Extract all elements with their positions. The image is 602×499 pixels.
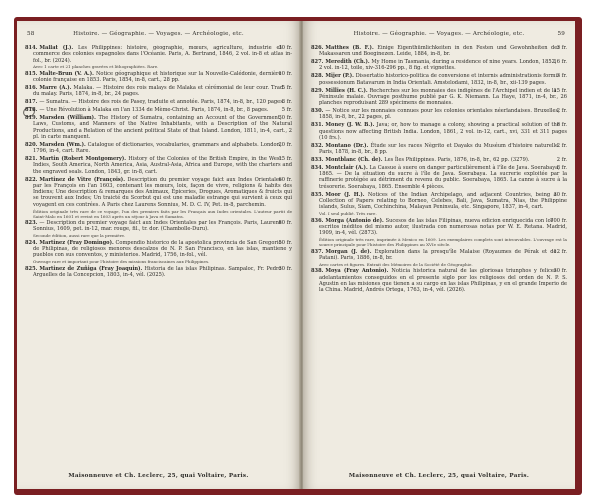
entry-list <box>25 45 292 455</box>
entry-text: Dissertatio historico-politica de conversione et internis administrationis formis possessionum Batavarum in India Orientali. Amstelodami, 1832, in-8, br., xii-139 pages. <box>319 73 560 86</box>
entry-text: Exploration dans la presqu'île Malaise (Royaumes de Pérak et de Patani). Paris, 1886, in-8, br. <box>319 248 557 261</box>
entry-author: Montano (Dr.). <box>325 142 369 149</box>
entry-price: 80 fr. <box>278 220 292 227</box>
entry-note: Édition originale très rare, imprimée à Mexico en 1609. Les exemplaires complets sont introuvables. L'ouvrage est la source principale pour l'histoire des Philippines au XVIe siècle. <box>319 236 567 247</box>
entry-number: 838. <box>311 268 324 275</box>
running-head-left <box>27 31 290 41</box>
catalogue-entry <box>25 142 292 155</box>
entry-note: Avec 1 carte et 21 planches gravées et lithographiées. Rare. <box>33 64 159 70</box>
entry-number: 829. <box>311 87 324 94</box>
catalogue-entry <box>311 59 567 72</box>
entry-text: Les Philippines: histoire, géographie, mœurs, agriculture, industrie et commerce des colonies espagnoles dans l'Océanie. Paris, A. Bertrand, 1846, 2 vol. in-8 et atlas in-fol., br. (2024). <box>33 45 292 64</box>
entry-text: Recherches sur les monnaies des indigènes de l'Archipel indien et de la Péninsule malaie. Ouvrage posthume publié par G. K. Niemann. La Haye, 1871, in-4, br., 26 planches reproduisant 289 spécimens de monnaies. <box>319 87 567 107</box>
running-head-right <box>313 31 565 41</box>
entry-author: Moya (Fray Antonio). <box>325 268 389 275</box>
entry-text: The History of Sumatra, containing an Account of the Government, Laws, Customs, and Manners of the Native Inhabitants, with a Description of the Natural Productions, and a Relation of the ancient political State of that Island. London, 1811, in-4, cart., 2 pl. in carte manquent. <box>33 115 292 141</box>
entry-author: Millies (H. C.). <box>325 87 368 94</box>
entry-number: 822. <box>25 176 38 183</box>
entry-number: 830. <box>311 108 324 115</box>
catalogue-entry <box>311 218 567 247</box>
catalogue-entry <box>25 240 292 264</box>
entry-number: 816. <box>25 85 38 92</box>
catalogue-entry <box>311 157 567 163</box>
entry-price: 60 fr. <box>278 176 292 183</box>
entry-author: Montclair (A.). <box>325 164 368 171</box>
book-spread <box>14 17 582 495</box>
entry-text: Einige Eigenthümlichkeiten in den Festen und Gewohnheiten der Makassaren und Boeginezen. Leide, 1884, in-8, br. <box>319 45 560 58</box>
entry-number: 827. <box>311 59 324 66</box>
entry-number: 818. <box>25 107 38 114</box>
entry-number: 828. <box>311 73 324 80</box>
entry-number: 836. <box>311 217 324 224</box>
catalogue-entry <box>25 99 292 105</box>
entry-author: Marsden (William). <box>39 115 96 122</box>
entry-author: Marsden (Wm.). <box>39 141 86 148</box>
entry-text: Compendio historico de la apostolica provincia de San Gregorio de Philipinas, de religiosos menores descalzos de N. P. San Francisco, en las islas, mantiene y pueblos con sus conventos, y ministerios. Madrid, 1756, in-fol., vél. <box>33 239 292 259</box>
left-page <box>17 21 300 489</box>
entry-text: Historia de las islas Philipinas. Sampaloc, Fr. Pedro Arguelles de la Concepcion, 1803, in-4, vél. (2025). <box>33 265 282 279</box>
entry-note: Vol. I seul publié. Très rare. <box>319 210 377 216</box>
entry-note: Avec cartes et figures. Extrait des Mémoires de la Société de Géographie. <box>319 261 473 267</box>
entry-number: 831. <box>311 122 324 129</box>
entry-price: 8 fr. <box>556 122 567 129</box>
entry-text: Java; or, how to manage a colony, showing a practical solution of the questions now affecting British India. London, 1861, 2 vol. in-12, cart., xvi, 331 et 311 pages (10 frs.). <box>319 122 567 141</box>
entry-author: Mijer (P.). <box>325 73 354 80</box>
catalogue-entry <box>311 45 567 58</box>
entry-author: Martinez de Vitre (François). <box>39 176 125 183</box>
catalogue-entry <box>25 220 292 238</box>
entry-text: Les Îles Philippines. Paris, 1876, in-8, br., 62 pp. (3279). <box>384 156 530 163</box>
catalogue-entry <box>311 249 567 267</box>
catalogue-entry <box>311 73 567 86</box>
entry-price: 30 fr. <box>553 191 567 198</box>
entry-price: 3 fr. <box>556 45 567 51</box>
entry-price: 2 fr. <box>556 142 567 149</box>
entry-text: Description du premier voyage faict aux Indes Orientales par les François en l'an 1603, contenant les mœurs, loix, façon de vivre, religions & habits des Indiens; Une description & remarques des Animaux, Épiceries, Drogues, Aromatiques & fruicts qui se trouvent aux Indes; Un traicté du Scorbut qui est une maladie estrange qui survient à ceux qui voyagent en ces contrées. A Paris chez Laurens Sonnius, M. D. C. IV, Pet. in-8, parchemin. <box>33 176 292 208</box>
page-number: 58 <box>27 31 35 37</box>
entry-text: Notice géographique et historique sur la Nouvelle-Calédonie, dernière colonie française en 1853. Paris, 1854, in-8, cart., 28 pp. <box>33 70 282 84</box>
catalogue-entry <box>311 165 567 190</box>
entry-price: 12 fr. <box>553 248 567 255</box>
entry-price: 15 fr. <box>553 87 567 94</box>
catalogue-entry <box>25 177 292 219</box>
entry-author: Moor (J. H.). <box>325 191 365 198</box>
page-number: 59 <box>557 31 565 37</box>
entry-price: 16 fr. <box>553 59 567 66</box>
catalogue-entry <box>25 266 292 279</box>
entry-author: Marre (A.). <box>39 85 72 92</box>
entry-text: Notices of the Indian Archipelago, and adjacent Countries, being a Collection of Papers relating to Borneo, Celebes, Bali, Java, Sumatra, Nias, the Philippine islands, Sulus, Siam, Cochinchina, Malayan Peninsula, etc. Singapore, 1837, in-4, cart. <box>319 191 567 211</box>
catalogue-entry <box>25 107 292 113</box>
entry-text: History of the Colonies of the British Empire, in the West Indies, South America, North America, Asia, Austral-Asia, Africa and Europe, with the charters and the engraved seals. London, 1843, gr. in-8, cart. <box>33 156 292 175</box>
catalogue-entry <box>311 192 567 216</box>
entry-text: My Home in Tasmania, during a residence of nine years. London, 1852, 2 vol. in-12, toile, xiv-316-296 pp., 8 fig. et vignettes. <box>319 59 557 72</box>
entry-price: 30 fr. <box>278 115 292 122</box>
entry-number: 820. <box>25 141 38 148</box>
entry-text: La Cassue à suere on danger particulièrement à l'île de Java. Soerabaya, 1865. — De la situation du sucre à l'île de Java. Soerabaya. La sucrerie exploitée par la raffinerie protégée au détriment du revenu du public. Soerabaya, 1865. La canne à sucre à la trésorerie. Soerabaya, 1865. Ensemble 4 pièces. <box>319 164 567 190</box>
entry-number: 814. <box>25 45 38 51</box>
entry-author: Montblanc (Ch. de). <box>325 156 383 163</box>
catalogue-entry <box>311 108 567 121</box>
entry-note: Ouvrage rare et important pour l'histoire des missions franciscaines aux Philippines. <box>33 259 210 265</box>
entry-number: 821. <box>25 156 38 163</box>
entry-number: 832. <box>311 142 324 149</box>
entry-author: Matthes (B. F.). <box>325 45 374 51</box>
entry-author: Morga (Antonio de). <box>325 217 384 224</box>
catalogue-entry <box>311 143 567 156</box>
entry-text: — Sumatra. — Histoire des rois de Pasey, traduite et annotée. Paris, 1874, in-8, br., 120 pages. <box>39 99 285 106</box>
entry-author: Morgan (J. de). <box>325 248 372 255</box>
entry-number: 837. <box>311 248 324 255</box>
entry-price: 5 fr. <box>281 107 292 114</box>
entry-number: 826. <box>311 45 324 51</box>
entry-price: 700 fr. <box>550 217 567 224</box>
entry-price: 30 fr. <box>278 265 292 272</box>
entry-number: 819. <box>25 115 38 122</box>
page-footer: Maisonneuve et Ch. Leclerc, 25, quai Voltaire, Paris. <box>348 473 530 479</box>
entry-text: Malaka. — Histoire des rois malays de Malaka et cérémonial de leur cour. Trad. du malay. Paris, 1874, in-8, br., 24 pages. <box>33 85 285 98</box>
running-head-title: Histoire. — Géographie. — Voyages. — Archéologie, etc. <box>73 31 244 37</box>
right-page <box>303 21 575 489</box>
entry-number: 823. <box>25 220 38 227</box>
entry-author: Martinez de Zuñiga (Fray Joaquin). <box>39 265 143 272</box>
entry-author: Mallat (J.). <box>39 45 74 51</box>
catalogue-entry <box>25 156 292 175</box>
entry-text: — Une Révolution à Malaka en l'an 1334 de Mème-Christ. Paris, 1874, in-8, br., 8 pages. <box>39 107 269 114</box>
entry-number: 834. <box>311 164 324 171</box>
page-footer: Maisonneuve et Ch. Leclerc, 25, quai Voltaire, Paris. <box>68 473 249 479</box>
entry-number: 825. <box>25 265 38 272</box>
catalogue-entry <box>25 115 292 140</box>
entry-text: Étude sur les races Nègrito et Dayaks du Muséum d'histoire naturelle. Paris, 1878, in-8, br., 8 pp. <box>319 142 560 156</box>
entry-price: 8 fr. <box>281 99 292 106</box>
entry-note: Seconde édition, aussi rare que la première. <box>33 233 126 239</box>
entry-author: Martinez (Fray Domingo). <box>39 239 114 246</box>
entry-author: Meredith (Ch.). <box>325 59 370 66</box>
catalogue-entry <box>25 45 292 69</box>
entry-price: 8 fr. <box>556 164 567 171</box>
entry-author: Martin (Robert Montgomery). <box>39 156 127 163</box>
entry-price: 30 fr. <box>278 45 292 51</box>
entry-text: Sucesos de las islas Filipinas, nueva edicion enriquecida con los escritos inéditos del mismo autor, ilustrada con numerosas notas por W. E. Retana. Madrid, 1909, in-4, vél. (2873). <box>319 217 567 237</box>
entry-text: — Description du premier voyage faict aux Indes Orientales par les François. Paris, Laurens Sonnius, 1609, pet. in-12, mar. rouge, fil., tr. dor. (Chambolle-Duru). <box>33 220 282 233</box>
entry-list <box>311 45 567 455</box>
entry-price: 15 fr. <box>278 156 292 163</box>
entry-note: Édition originale très rare de ce voyage, l'un des premiers faits par les Français aux Indes orientales. L'auteur partit de Saint-Malo en 1601 et revint en 1603 après un séjour à Java et Sumatra. <box>33 208 292 219</box>
catalogue-entry <box>311 122 567 141</box>
entry-price: 2 fr. <box>556 108 567 115</box>
catalogue-entry <box>25 71 292 84</box>
entry-price: 50 fr. <box>278 239 292 246</box>
entry-price: 5 fr. <box>281 85 292 92</box>
entry-price: 20 fr. <box>278 141 292 148</box>
entry-price: 2 fr. <box>556 156 567 163</box>
entry-text: — Notice sur les monnaies connues pour les colonies orientales néerlandaises. Bruxelles, 1858, in-8, br., 22 pages, pl. <box>319 108 560 121</box>
entry-author: Money (J. W. B.). <box>325 122 375 129</box>
entry-text: Catalogue of dictionaries, vocabularies, grammars and alphabets. London, 1796, in-4, cart. Rare. <box>33 141 282 155</box>
entry-price: 3 fr. <box>556 73 567 80</box>
catalogue-entry <box>311 268 567 293</box>
entry-number: 815. <box>25 70 38 77</box>
catalogue-entry <box>311 88 567 107</box>
entry-number: 833. <box>311 156 324 163</box>
entry-number: 824. <box>25 239 38 246</box>
entry-price: 30 fr. <box>553 268 567 275</box>
running-head-title: Histoire. — Géographie. — Voyages. — Archéologie, etc. <box>353 31 525 37</box>
entry-author: Malte-Brun (V. A.). <box>39 70 94 77</box>
entry-number: 817. <box>25 99 38 106</box>
entry-number: 835. <box>311 191 324 198</box>
entry-price: 10 fr. <box>278 70 292 77</box>
catalogue-entry <box>25 85 292 98</box>
entry-text: Noticia historica natural de las gloriosas triunphos y felices adelantamientos conseguidos en el presente siglo por los religiosos del orden de N. P. S. Agustin en las misiones que tienen a su cargo en las islas Philipinas, y en el grande Imperio de la China. Madrid, Andrés Ortega, 1763, in-4, vél. (2026). <box>319 268 567 294</box>
